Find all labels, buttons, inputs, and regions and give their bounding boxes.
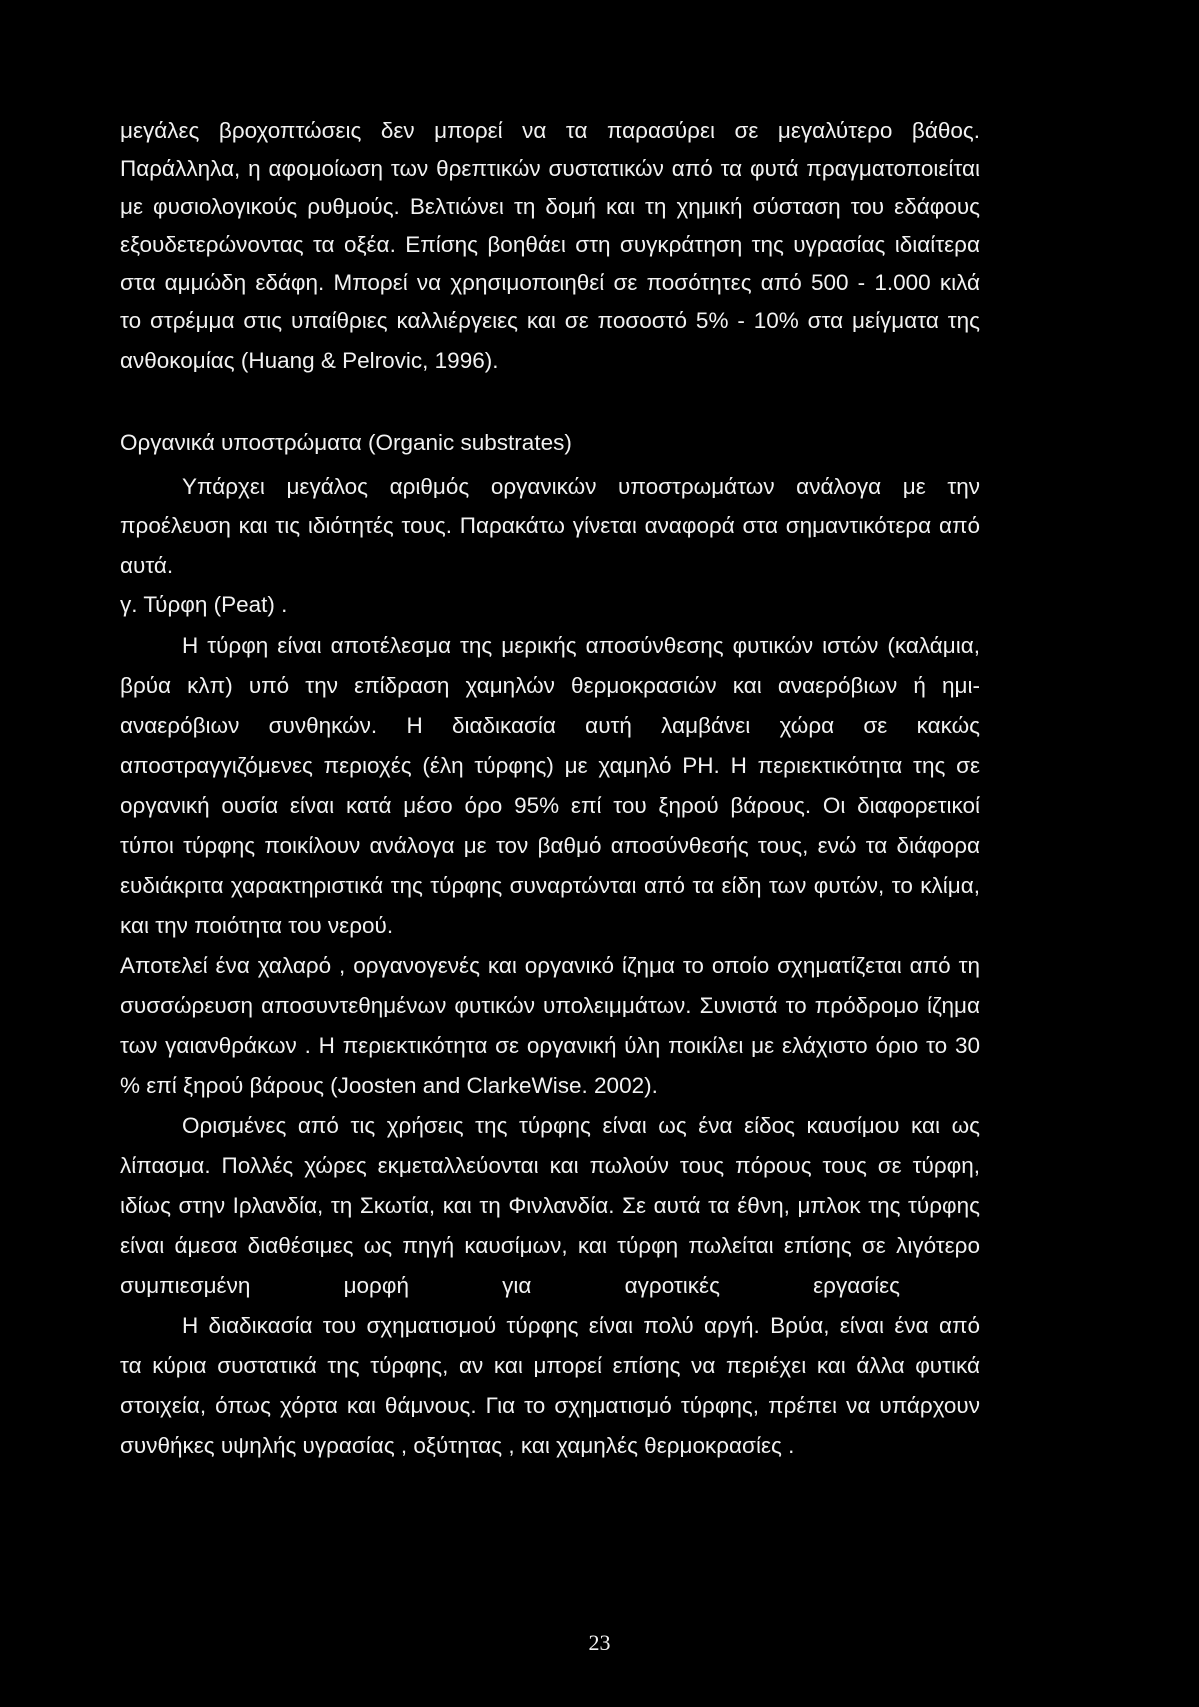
paragraph-line: ευδιάκριτα χαρακτηριστικά της τύρφης συναρτώνται από τα είδη των φυτών, το κλίμα, [120, 873, 980, 898]
paragraph-line: οργανική ουσία είναι κατά μέσο όρο 95% επί του ξηρού βάρους. Οι διαφορετικοί [120, 793, 980, 818]
paragraph-line: τα κύρια συστατικά της τύρφης, αν και μπορεί επίσης να περιέχει και άλλα φυτικά [120, 1353, 980, 1378]
paragraph-line: και την ποιότητα του νερού. [120, 913, 394, 938]
paragraph-line: Ορισμένες από τις χρήσεις της τύρφης είναι ως ένα είδος καυσίμου και ως [182, 1113, 980, 1138]
paragraph-line: αναερόβιων συνθηκών. Η διαδικασία αυτή λαμβάνει χώρα σε κακώς [120, 713, 980, 738]
paragraph-line: βρύα κλπ) υπό την επίδραση χαμηλών θερμοκρασιών και αναερόβιων ή ημι- [120, 673, 980, 698]
paragraph-line: μεγάλες βροχοπτώσεις δεν μπορεί να τα παρασύρει σε μεγαλύτερο βάθος. [120, 118, 980, 143]
paragraph-line: συμπιεσμένη μορφή για αγροτικές εργασίες [120, 1273, 900, 1298]
paragraph-line: με φυσιολογικούς ρυθμούς. Βελτιώνει τη δομή και τη χημική σύσταση του εδάφους [120, 194, 980, 219]
paragraph-line: των γαιανθράκων . Η περιεκτικότητα σε οργανική ύλη ποικίλει με ελάχιστο όριο το 30 [120, 1033, 980, 1058]
paragraph-line: Η τύρφη είναι αποτέλεσμα της μερικής αποσύνθεσης φυτικών ιστών (καλάμια, [182, 633, 980, 658]
paragraph-line: αυτά. [120, 553, 174, 578]
paragraph-line: Η διαδικασία του σχηματισμού τύρφης είναι πολύ αργή. Βρύα, είναι ένα από [182, 1313, 980, 1338]
paragraph-line: % επί ξηρού βάρους (Joosten and ClarkeWise. 2002). [120, 1073, 658, 1098]
paragraph-line: προέλευση και τις ιδιότητές τους. Παρακάτω γίνεται αναφορά στα σημαντικότερα από [120, 513, 980, 538]
paragraph-line: Παράλληλα, η αφομοίωση των θρεπτικών συστατικών από τα φυτά πραγματοποιείται [120, 156, 980, 181]
paragraph-line: Υπάρχει μεγάλος αριθμός οργανικών υποστρωμάτων ανάλογα με την [182, 474, 980, 499]
page-number: 23 [588, 1630, 611, 1655]
section-heading: Οργανικά υποστρώματα (Organic substrates) [120, 430, 572, 455]
paragraph-line: εξουδετερώνοντας τα οξέα. Επίσης βοηθάει στη συγκράτηση της υγρασίας ιδιαίτερα [120, 232, 980, 257]
paragraph-line: συνθήκες υψηλής υγρασίας , οξύτητας , και χαμηλές θερμοκρασίες . [120, 1433, 795, 1458]
paragraph-line: είναι άμεσα διαθέσιμες ως πηγή καυσίμων, και τύρφη πωλείται επίσης σε λιγότερο [120, 1233, 980, 1258]
subheading: γ. Τύρφη (Peat) . [120, 592, 288, 617]
paragraph-line: ανθοκομίας (Huang & Pelrovic, 1996). [120, 348, 499, 373]
paragraph-line: λίπασμα. Πολλές χώρες εκμεταλλεύονται και πωλούν τους πόρους τους σε τύρφη, [120, 1153, 980, 1178]
paragraph-line: Αποτελεί ένα χαλαρό , οργανογενές και οργανικό ίζημα το οποίο σχηματίζεται από τη [120, 953, 980, 978]
paragraph-line: στοιχεία, όπως χόρτα και θάμνους. Για το σχηματισμό τύρφης, πρέπει να υπάρχουν [120, 1393, 980, 1418]
paragraph-line: στα αμμώδη εδάφη. Μπορεί να χρησιμοποιηθεί σε ποσότητες από 500 - 1.000 κιλά [120, 270, 980, 295]
paragraph-line: συσσώρευση αποσυντεθημένων φυτικών υπολειμμάτων. Συνιστά το πρόδρομο ίζημα [120, 993, 980, 1018]
paragraph-line: ιδίως στην Ιρλανδία, τη Σκωτία, και τη Φινλανδία. Σε αυτά τα έθνη, μπλοκ της τύρφης [120, 1193, 980, 1218]
paragraph-line: αποστραγγιζόμενες περιοχές (έλη τύρφης) με χαμηλό PH. Η περιεκτικότητα της σε [120, 753, 980, 778]
paragraph-line: τύποι τύρφης ποικίλουν ανάλογα με τον βαθμό αποσύνθεσής τους, ενώ τα διάφορα [120, 833, 980, 858]
paragraph-line: το στρέμμα στις υπαίθριες καλλιέργειες και σε ποσοστό 5% - 10% στα μείγματα της [120, 308, 980, 333]
